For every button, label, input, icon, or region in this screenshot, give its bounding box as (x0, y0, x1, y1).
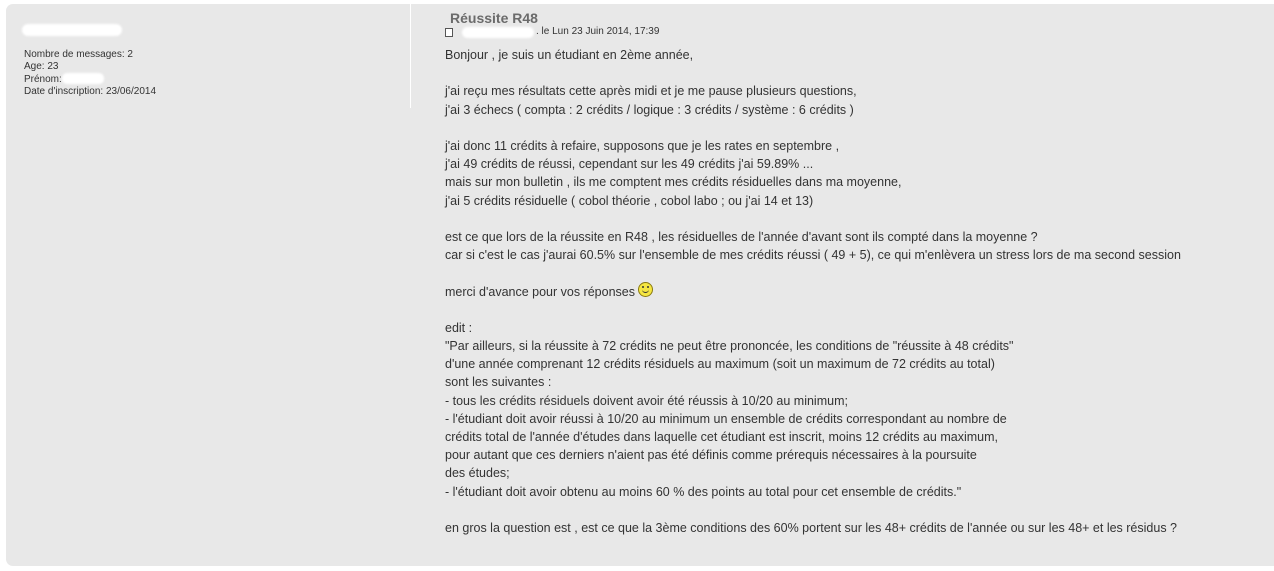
post-body (445, 46, 1270, 537)
author-profile (6, 4, 411, 108)
post-meta (445, 26, 1270, 38)
post-body-line: Bonjour , je suis un étudiant en 2ème année, (445, 48, 694, 62)
author-details (24, 49, 156, 98)
post-body-line: en gros la question est , est ce que la 3ème conditions des 60% portent sur les 48+ crédits de l'année ou sur les 48+ et les résidus ? (445, 520, 1177, 535)
post-body-line: j'ai 3 échecs ( compta : 2 crédits / logique : 3 crédits / système : 6 crédits ) (445, 102, 854, 117)
profile-messages-label: Nombre de messages: (24, 49, 125, 60)
post-body-line: - l'étudiant doit avoir réussi à 10/20 au minimum un ensemble de crédits correspondant au nombre de (445, 411, 1007, 426)
profile-messages-value: 2 (127, 49, 133, 60)
post-body-line (445, 119, 1270, 137)
post-title[interactable]: Réussite R48 (450, 10, 538, 26)
profile-messages (24, 49, 156, 61)
post-body-line (445, 264, 1270, 282)
profile-age-value: 23 (47, 61, 59, 72)
forum-post (6, 4, 1274, 566)
post-body-line: - tous les crédits résiduels doivent avoir été réussis à 10/20 au minimum; (445, 393, 848, 408)
post-body-line: j'ai 49 crédits de réussi, cependant sur les 49 crédits j'ai 59.89% ... (445, 157, 814, 172)
post-body-line: d'une année comprenant 12 crédits résiduels au maximum (soit un maximum de 72 crédits au total) (445, 357, 995, 372)
document-icon[interactable] (445, 28, 453, 37)
post-body-line: j'ai reçu mes résultats cette après midi et je me pause plusieurs questions, (445, 84, 857, 99)
post-body-line: - l'étudiant doit avoir obtenu au moins 60 % des points au total pour cet ensemble de crédits." (445, 484, 962, 499)
post-body-line (445, 64, 1270, 82)
post-body-line: car si c'est le cas j'aurai 60.5% sur l'ensemble de mes crédits réussi ( 49 + 5), ce qui m'enlèvera un stress lors de ma second session (445, 248, 1181, 263)
post-date: . le Lun 23 Juin 2014, 17:39 (536, 26, 660, 37)
post-body-line: edit : (445, 320, 473, 335)
profile-firstname-redacted (62, 73, 104, 84)
profile-firstname-label: Prénom: (24, 74, 62, 85)
profile-age (24, 61, 156, 73)
post-body-line (445, 282, 1270, 300)
post-body-line: crédits total de l'année d'études dans laquelle cet étudiant est inscrit, moins 12 crédits au maximum, (445, 429, 998, 444)
author-username-redacted[interactable] (22, 24, 122, 36)
post-body-line: mais sur mon bulletin , ils me comptent mes crédits résiduelles dans ma moyenne, (445, 175, 902, 190)
post-body-line: j'ai donc 11 crédits à refaire, supposons que je les rates en septembre , (445, 138, 840, 153)
post-body-line (445, 501, 1270, 519)
post-author-redacted[interactable] (462, 27, 534, 38)
profile-age-label: Age: (24, 61, 45, 72)
profile-joined-label: Date d'inscription: (24, 86, 104, 97)
profile-joined (24, 86, 156, 98)
post-body-line: j'ai 5 crédits résiduelle ( cobol théorie , cobol labo ; ou j'ai 14 et 13) (445, 193, 814, 208)
post-body-line (445, 301, 1270, 319)
post-body-line: des études; (445, 466, 510, 481)
post-body-line: sont les suivantes : (445, 375, 552, 390)
post-body-line: est ce que lors de la réussite en R48 , les résiduelles de l'année d'avant sont ils compté dans la moyenne ? (445, 229, 1038, 244)
post-content (445, 10, 1270, 537)
profile-firstname (24, 73, 156, 86)
post-body-line (445, 210, 1270, 228)
post-body-line: pour autant que ces derniers n'aient pas été définis comme prérequis nécessaires à la poursuite (445, 448, 977, 463)
post-body-line: "Par ailleurs, si la réussite à 72 crédits ne peut être prononcée, les conditions de "réussite à 48 crédits" (445, 339, 1014, 353)
smiley-icon (638, 282, 653, 297)
post-body-line-text: merci d'avance pour vos réponses (445, 285, 635, 300)
profile-joined-value: 23/06/2014 (105, 86, 157, 97)
